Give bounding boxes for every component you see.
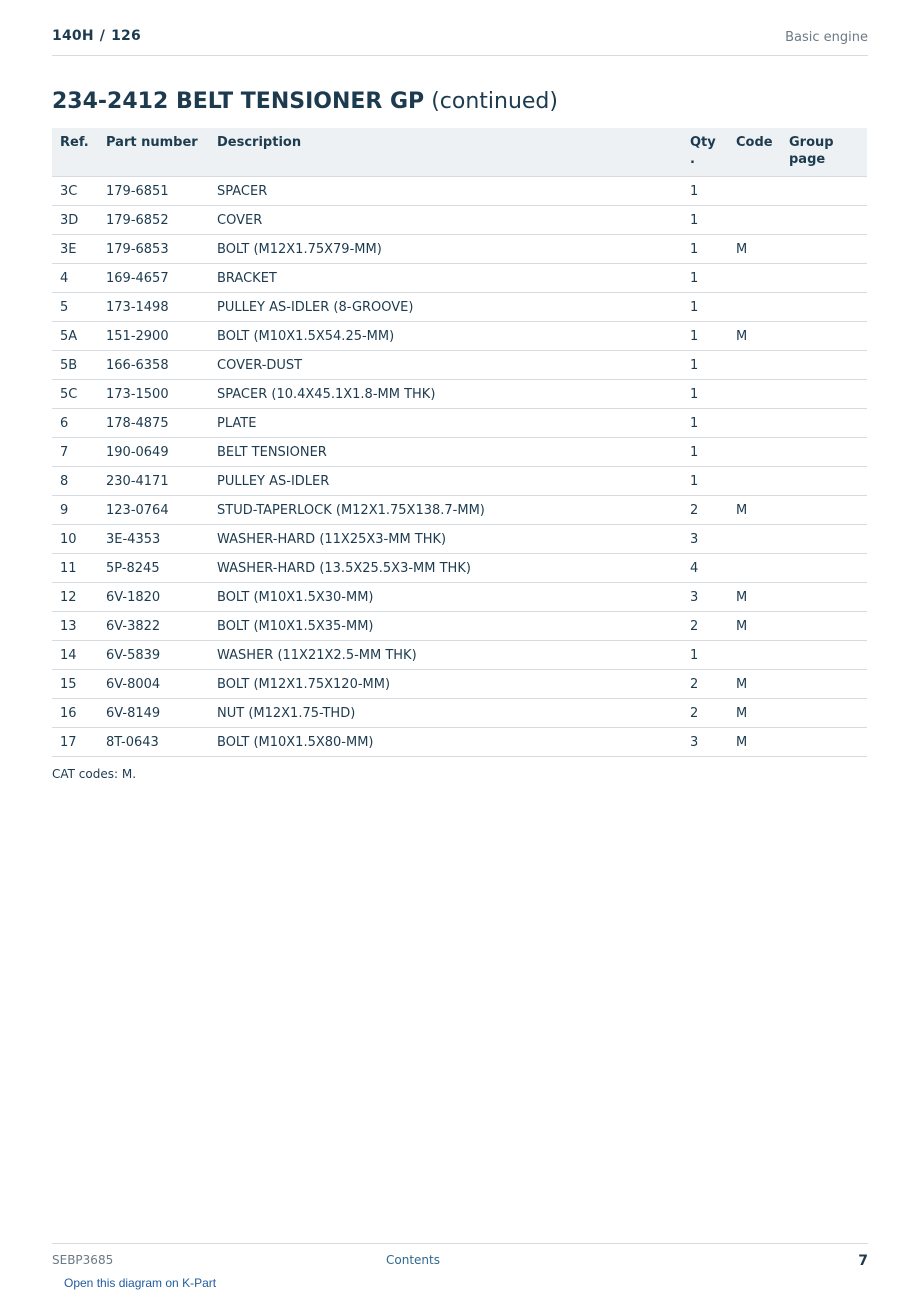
table-row xyxy=(52,612,867,641)
cell-part-number: 3E-4353 xyxy=(98,525,209,554)
cell-qty: 1 xyxy=(682,409,728,438)
cell-group-page xyxy=(781,699,867,728)
model-number: 140H xyxy=(52,28,94,44)
cell-part-number: 6V-1820 xyxy=(98,583,209,612)
cell-ref: 8 xyxy=(52,467,98,496)
cell-description: BRACKET xyxy=(209,264,682,293)
cell-code xyxy=(728,351,781,380)
cell-qty: 1 xyxy=(682,206,728,235)
cell-group-page xyxy=(781,496,867,525)
cell-part-number: 6V-3822 xyxy=(98,612,209,641)
kpart-diagram-link[interactable]: Open this diagram on K-Part xyxy=(64,1276,217,1290)
cell-qty: 1 xyxy=(682,380,728,409)
cell-qty: 1 xyxy=(682,467,728,496)
cell-qty: 4 xyxy=(682,554,728,583)
cell-description: BOLT (M10X1.5X35-MM) xyxy=(209,612,682,641)
cell-group-page xyxy=(781,409,867,438)
cell-group-page xyxy=(781,235,867,264)
table-header-row xyxy=(52,128,867,177)
cell-ref: 5 xyxy=(52,293,98,322)
cell-qty: 3 xyxy=(682,525,728,554)
parts-table xyxy=(52,128,867,757)
table-row xyxy=(52,293,867,322)
page-header xyxy=(52,28,868,56)
table-row xyxy=(52,322,867,351)
col-header-description: Description xyxy=(209,128,682,177)
cell-part-number: 6V-8004 xyxy=(98,670,209,699)
cell-qty: 2 xyxy=(682,699,728,728)
cell-qty: 2 xyxy=(682,496,728,525)
table-row xyxy=(52,264,867,293)
table-row xyxy=(52,438,867,467)
cell-description: NUT (M12X1.75-THD) xyxy=(209,699,682,728)
cell-ref: 5A xyxy=(52,322,98,351)
cell-description: COVER xyxy=(209,206,682,235)
cell-ref: 17 xyxy=(52,728,98,757)
cell-code xyxy=(728,177,781,206)
cell-group-page xyxy=(781,467,867,496)
cell-part-number: 151-2900 xyxy=(98,322,209,351)
cell-code: M xyxy=(728,728,781,757)
cell-description: BOLT (M10X1.5X30-MM) xyxy=(209,583,682,612)
cell-qty: 1 xyxy=(682,293,728,322)
table-row xyxy=(52,670,867,699)
cell-ref: 10 xyxy=(52,525,98,554)
cell-ref: 3C xyxy=(52,177,98,206)
cell-description: BOLT (M10X1.5X54.25-MM) xyxy=(209,322,682,351)
col-header-ref: Ref. xyxy=(52,128,98,177)
page-number: 7 xyxy=(858,1253,868,1269)
cell-part-number: 173-1498 xyxy=(98,293,209,322)
cell-qty: 1 xyxy=(682,351,728,380)
cell-group-page xyxy=(781,728,867,757)
cell-description: SPACER (10.4X45.1X1.8-MM THK) xyxy=(209,380,682,409)
cell-code xyxy=(728,264,781,293)
cell-part-number: 173-1500 xyxy=(98,380,209,409)
cell-code: M xyxy=(728,322,781,351)
cell-code xyxy=(728,641,781,670)
cell-group-page xyxy=(781,554,867,583)
cell-ref: 13 xyxy=(52,612,98,641)
cell-description: PULLEY AS-IDLER xyxy=(209,467,682,496)
cell-ref: 6 xyxy=(52,409,98,438)
table-row xyxy=(52,496,867,525)
cell-description: STUD-TAPERLOCK (M12X1.75X138.7-MM) xyxy=(209,496,682,525)
cell-description: PULLEY AS-IDLER (8-GROOVE) xyxy=(209,293,682,322)
table-row xyxy=(52,177,867,206)
cell-code xyxy=(728,380,781,409)
cell-group-page xyxy=(781,525,867,554)
cell-code xyxy=(728,438,781,467)
cell-part-number: 178-4875 xyxy=(98,409,209,438)
cell-description: COVER-DUST xyxy=(209,351,682,380)
table-row xyxy=(52,728,867,757)
cell-part-number: 5P-8245 xyxy=(98,554,209,583)
cell-description: WASHER-HARD (11X25X3-MM THK) xyxy=(209,525,682,554)
col-header-group-page: Group page xyxy=(781,128,867,177)
title-main: 234-2412 BELT TENSIONER GP xyxy=(52,89,425,114)
cell-qty: 1 xyxy=(682,641,728,670)
title-suffix: (continued) xyxy=(431,89,558,114)
table-row xyxy=(52,525,867,554)
cell-ref: 3E xyxy=(52,235,98,264)
table-row xyxy=(52,409,867,438)
cell-description: WASHER-HARD (13.5X25.5X3-MM THK) xyxy=(209,554,682,583)
cell-part-number: 6V-5839 xyxy=(98,641,209,670)
cell-description: BELT TENSIONER xyxy=(209,438,682,467)
cell-group-page xyxy=(781,206,867,235)
cell-ref: 4 xyxy=(52,264,98,293)
section-name: Basic engine xyxy=(785,30,868,45)
cell-description: BOLT (M12X1.75X120-MM) xyxy=(209,670,682,699)
table-row xyxy=(52,583,867,612)
table-row xyxy=(52,235,867,264)
header-page-ref: 126 xyxy=(111,28,141,44)
cell-description: SPACER xyxy=(209,177,682,206)
cell-code: M xyxy=(728,583,781,612)
cat-codes-note: CAT codes: M. xyxy=(52,767,137,781)
cell-part-number: 179-6851 xyxy=(98,177,209,206)
col-header-qty: Qty . xyxy=(682,128,728,177)
cell-code: M xyxy=(728,699,781,728)
cell-part-number: 190-0649 xyxy=(98,438,209,467)
cell-group-page xyxy=(781,380,867,409)
cell-part-number: 179-6853 xyxy=(98,235,209,264)
col-header-part-number: Part number xyxy=(98,128,209,177)
cell-ref: 12 xyxy=(52,583,98,612)
cell-part-number: 179-6852 xyxy=(98,206,209,235)
col-header-code: Code xyxy=(728,128,781,177)
cell-group-page xyxy=(781,670,867,699)
cell-qty: 1 xyxy=(682,322,728,351)
cell-ref: 3D xyxy=(52,206,98,235)
cell-ref: 14 xyxy=(52,641,98,670)
cell-qty: 1 xyxy=(682,438,728,467)
cell-description: BOLT (M10X1.5X80-MM) xyxy=(209,728,682,757)
document-id: SEBP3685 xyxy=(52,1253,114,1267)
cell-group-page xyxy=(781,641,867,670)
cell-ref: 15 xyxy=(52,670,98,699)
cell-ref: 7 xyxy=(52,438,98,467)
cell-qty: 3 xyxy=(682,583,728,612)
cell-code xyxy=(728,467,781,496)
cell-code: M xyxy=(728,670,781,699)
cell-description: WASHER (11X21X2.5-MM THK) xyxy=(209,641,682,670)
contents-link[interactable]: Contents xyxy=(386,1253,440,1267)
cell-ref: 9 xyxy=(52,496,98,525)
cell-part-number: 230-4171 xyxy=(98,467,209,496)
cell-code xyxy=(728,206,781,235)
cell-ref: 16 xyxy=(52,699,98,728)
cell-qty: 1 xyxy=(682,177,728,206)
cell-part-number: 6V-8149 xyxy=(98,699,209,728)
model-page-ref xyxy=(52,28,141,44)
cell-part-number: 169-4657 xyxy=(98,264,209,293)
parts-table-body xyxy=(52,177,867,757)
cell-code xyxy=(728,554,781,583)
cell-code xyxy=(728,293,781,322)
cell-ref: 5B xyxy=(52,351,98,380)
page-footer xyxy=(52,1243,868,1274)
header-separator: / xyxy=(99,28,106,44)
cell-group-page xyxy=(781,351,867,380)
cell-qty: 1 xyxy=(682,235,728,264)
cell-qty: 2 xyxy=(682,670,728,699)
cell-group-page xyxy=(781,264,867,293)
cell-qty: 3 xyxy=(682,728,728,757)
cell-qty: 2 xyxy=(682,612,728,641)
table-row xyxy=(52,699,867,728)
cell-code: M xyxy=(728,496,781,525)
cell-part-number: 166-6358 xyxy=(98,351,209,380)
page-title xyxy=(52,89,558,114)
cell-description: PLATE xyxy=(209,409,682,438)
cell-code: M xyxy=(728,612,781,641)
table-row xyxy=(52,467,867,496)
cell-code xyxy=(728,525,781,554)
cell-qty: 1 xyxy=(682,264,728,293)
cell-group-page xyxy=(781,583,867,612)
cell-description: BOLT (M12X1.75X79-MM) xyxy=(209,235,682,264)
cell-group-page xyxy=(781,177,867,206)
cell-ref: 5C xyxy=(52,380,98,409)
cell-part-number: 123-0764 xyxy=(98,496,209,525)
cell-code: M xyxy=(728,235,781,264)
cell-ref: 11 xyxy=(52,554,98,583)
cell-group-page xyxy=(781,612,867,641)
table-row xyxy=(52,554,867,583)
table-row xyxy=(52,206,867,235)
cell-group-page xyxy=(781,438,867,467)
cell-code xyxy=(728,409,781,438)
table-row xyxy=(52,351,867,380)
table-row xyxy=(52,641,867,670)
cell-group-page xyxy=(781,293,867,322)
table-row xyxy=(52,380,867,409)
cell-group-page xyxy=(781,322,867,351)
cell-part-number: 8T-0643 xyxy=(98,728,209,757)
